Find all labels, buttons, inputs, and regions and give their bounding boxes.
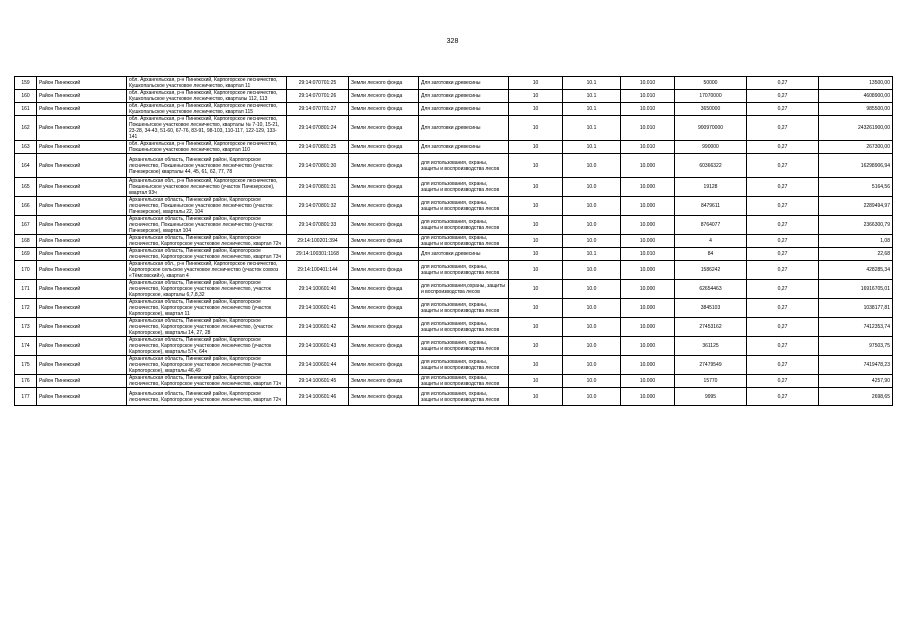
- page-number: 328: [446, 38, 459, 45]
- location-cell: Архангельская обл., р-н Пинежский, Карпогорское лесничество, Карпогорское сельское участковое лесничество (участок совхоз «Тёмсовский»), квартал 4: [127, 261, 287, 280]
- rate-cell: 0,27: [747, 197, 819, 216]
- classifier-code-cell: 10.000: [621, 235, 675, 248]
- subcode-cell: 10.1: [563, 103, 621, 116]
- classifier-code-cell: 10.010: [621, 103, 675, 116]
- permitted-use-cell: для использования, охраны, защиты и воспроизводства лесов: [419, 178, 509, 197]
- amount-cell: 5164,56: [819, 178, 893, 197]
- row-number: 170: [15, 261, 37, 280]
- amount-cell: 7412353,74: [819, 318, 893, 337]
- location-cell: обл. Архангельская, р-н Пинежский, Карпогорское лесничество, Покшеньгское участковое лесничество, кварталы № 7-10, 15-21, 23-28, 34-43, 51-60, 67-76, 83-91, 98-103, 110-117, 122-129, 133-141: [127, 116, 287, 141]
- land-category-cell: Земли лесного фонда: [349, 90, 419, 103]
- area-cell: 15770: [675, 375, 747, 388]
- land-category-cell: Земли лесного фонда: [349, 299, 419, 318]
- rate-cell: 0,27: [747, 356, 819, 375]
- rate-cell: 0,27: [747, 235, 819, 248]
- area-cell: 50000: [675, 77, 747, 90]
- location-cell: обл. Архангельская, р-н Пинежский, Карпогорское лесничество, Кушкопальское участковое лесничество, квартал 11: [127, 77, 287, 90]
- subcode-cell: 10.0: [563, 280, 621, 299]
- amount-cell: 1,08: [819, 235, 893, 248]
- table-row: [15, 103, 893, 116]
- row-number: 160: [15, 90, 37, 103]
- land-registry-table: [14, 76, 893, 406]
- classifier-code-cell: 10.010: [621, 141, 675, 154]
- subcode-cell: 10.0: [563, 337, 621, 356]
- location-cell: обл. Архангельская, р-н Пинежский, Карпогорское лесничество, Кушкопальское участковое лесничество, кварталы 112, 113: [127, 90, 287, 103]
- code-cell: 10: [509, 299, 563, 318]
- row-number: 173: [15, 318, 37, 337]
- row-number: 176: [15, 375, 37, 388]
- table-row: [15, 154, 893, 178]
- table-row: [15, 337, 893, 356]
- rate-cell: 0,27: [747, 299, 819, 318]
- district-cell: Район Пинежский: [37, 90, 127, 103]
- code-cell: 10: [509, 77, 563, 90]
- land-category-cell: Земли лесного фонда: [349, 235, 419, 248]
- area-cell: 990000: [675, 141, 747, 154]
- rate-cell: 0,27: [747, 103, 819, 116]
- amount-cell: 267300,00: [819, 141, 893, 154]
- permitted-use-cell: Для заготовки древесины: [419, 116, 509, 141]
- table-row: [15, 388, 893, 406]
- permitted-use-cell: для использования, охраны, защиты и воспроизводства лесов: [419, 356, 509, 375]
- row-number: 171: [15, 280, 37, 299]
- land-category-cell: Земли лесного фонда: [349, 375, 419, 388]
- area-cell: 27453162: [675, 318, 747, 337]
- location-cell: Архангельская область, Пинежский район, Карпогорское лесничество, Покшеньгское участковое лесничество (участок Пачезерское), квартал 104: [127, 216, 287, 235]
- code-cell: 10: [509, 197, 563, 216]
- permitted-use-cell: для использования, охраны, защиты и воспроизводства лесов: [419, 299, 509, 318]
- row-number: 165: [15, 178, 37, 197]
- table-row: [15, 116, 893, 141]
- subcode-cell: 10.1: [563, 141, 621, 154]
- district-cell: Район Пинежский: [37, 248, 127, 261]
- row-number: 177: [15, 388, 37, 406]
- table-row: [15, 178, 893, 197]
- row-number: 172: [15, 299, 37, 318]
- row-number: 169: [15, 248, 37, 261]
- area-cell: 84: [675, 248, 747, 261]
- classifier-code-cell: 10.010: [621, 116, 675, 141]
- district-cell: Район Пинежский: [37, 337, 127, 356]
- subcode-cell: 10.1: [563, 77, 621, 90]
- area-cell: 1586242: [675, 261, 747, 280]
- location-cell: обл. Архангельская, р-н Пинежский, Карпогорское лесничество, Кушкопальское участковое лесничество, квартал 115: [127, 103, 287, 116]
- permitted-use-cell: для использования, охраны, защиты и воспроизводства лесов: [419, 197, 509, 216]
- rate-cell: 0,27: [747, 216, 819, 235]
- permitted-use-cell: для использования,охраны, защиты и воспроизводства лесов: [419, 280, 509, 299]
- cadastral-number-cell: 29:14:070701:26: [287, 90, 349, 103]
- permitted-use-cell: для использования, охраны, защиты и воспроизводства лесов: [419, 261, 509, 280]
- cadastral-number-cell: 29:14:070801:24: [287, 116, 349, 141]
- location-cell: Архангельская область, Пинежский район, Карпогорское лесничество, Карпогорское участковое лесничество, квартал 73ч: [127, 248, 287, 261]
- location-cell: Архангельская область, Пинежский район, Карпогорское лесничество, Карпогорское участковое лесничество, квартал 72ч: [127, 235, 287, 248]
- permitted-use-cell: Для заготовки древесины: [419, 77, 509, 90]
- classifier-code-cell: 10.000: [621, 299, 675, 318]
- area-cell: 3845103: [675, 299, 747, 318]
- rate-cell: 0,27: [747, 90, 819, 103]
- land-category-cell: Земли лесного фонда: [349, 248, 419, 261]
- district-cell: Район Пинежский: [37, 375, 127, 388]
- cadastral-number-cell: 29:14:070801:33: [287, 216, 349, 235]
- rate-cell: 0,27: [747, 77, 819, 90]
- cadastral-number-cell: 29:14:070801:31: [287, 178, 349, 197]
- area-cell: 900970000: [675, 116, 747, 141]
- code-cell: 10: [509, 261, 563, 280]
- table-row: [15, 141, 893, 154]
- permitted-use-cell: Для заготовки древесины: [419, 141, 509, 154]
- amount-cell: 243261900,00: [819, 116, 893, 141]
- location-cell: Архангельская обл., р-н Пинежский, Карпогорское лесничество, Покшеньгское участковое лесничество (участок Пачезерское), квартал 93ч: [127, 178, 287, 197]
- permitted-use-cell: для использования, охраны, защиты и воспроизводства лесов: [419, 216, 509, 235]
- subcode-cell: 10.0: [563, 356, 621, 375]
- location-cell: Архангельская область, Пинежский район, Карпогорское лесничество, Покшеньгское участковое лесничество (участок Пачезерское), кварталы 22, 104: [127, 197, 287, 216]
- location-cell: Архангельская область, Пинежский район, Карпогорское лесничество, Карпогорское участковое лесничество, (участок Карпогорское), кварталы 14, 27, 28: [127, 318, 287, 337]
- table-row: [15, 261, 893, 280]
- area-cell: 9995: [675, 388, 747, 406]
- row-number: 161: [15, 103, 37, 116]
- classifier-code-cell: 10.000: [621, 216, 675, 235]
- land-category-cell: Земли лесного фонда: [349, 77, 419, 90]
- subcode-cell: 10.0: [563, 178, 621, 197]
- land-category-cell: Земли лесного фонда: [349, 261, 419, 280]
- rate-cell: 0,27: [747, 248, 819, 261]
- table-row: [15, 356, 893, 375]
- area-cell: 8479611: [675, 197, 747, 216]
- location-cell: Архангельская область, Пинежский район, Карпогорское лесничество, Карпогорское участковое лесничество, квартал 71ч: [127, 375, 287, 388]
- amount-cell: 985500,00: [819, 103, 893, 116]
- area-cell: 19128: [675, 178, 747, 197]
- location-cell: Архангельская область, Пинежский район, Карпогорское лесничество, Покшеньгское участковое лесничество (участок Пачезерское) кварталы 44, 45, 61, 62, 77, 78: [127, 154, 287, 178]
- district-cell: Район Пинежский: [37, 197, 127, 216]
- subcode-cell: 10.0: [563, 388, 621, 406]
- amount-cell: 428285,34: [819, 261, 893, 280]
- rate-cell: 0,27: [747, 141, 819, 154]
- permitted-use-cell: для использования, охраны, защиты и воспроизводства лесов: [419, 154, 509, 178]
- subcode-cell: 10.0: [563, 235, 621, 248]
- code-cell: 10: [509, 280, 563, 299]
- land-category-cell: Земли лесного фонда: [349, 154, 419, 178]
- row-number: 167: [15, 216, 37, 235]
- cadastral-number-cell: 29:14:070801:25: [287, 141, 349, 154]
- table-body: [15, 77, 893, 406]
- district-cell: Район Пинежский: [37, 318, 127, 337]
- rate-cell: 0,27: [747, 337, 819, 356]
- cadastral-number-cell: 29:14:070801:32: [287, 197, 349, 216]
- code-cell: 10: [509, 216, 563, 235]
- table-row: [15, 216, 893, 235]
- code-cell: 10: [509, 90, 563, 103]
- classifier-code-cell: 10.000: [621, 337, 675, 356]
- district-cell: Район Пинежский: [37, 116, 127, 141]
- area-cell: 17070000: [675, 90, 747, 103]
- area-cell: 3650000: [675, 103, 747, 116]
- amount-cell: 13500,00: [819, 77, 893, 90]
- row-number: 166: [15, 197, 37, 216]
- location-cell: Архангельская область, Пинежский район, Карпогорское лесничество, Карпогорское участковое лесничество (участок Карпогорское), квартал 11: [127, 299, 287, 318]
- cadastral-number-cell: 29:14:100301:1168: [287, 248, 349, 261]
- amount-cell: 97503,75: [819, 337, 893, 356]
- area-cell: 27479549: [675, 356, 747, 375]
- row-number: 159: [15, 77, 37, 90]
- subcode-cell: 10.1: [563, 248, 621, 261]
- district-cell: Район Пинежский: [37, 216, 127, 235]
- cadastral-number-cell: 29:14:070701:25: [287, 77, 349, 90]
- amount-cell: 2698,65: [819, 388, 893, 406]
- cadastral-number-cell: 29:14:100601:40: [287, 280, 349, 299]
- amount-cell: 2289494,97: [819, 197, 893, 216]
- subcode-cell: 10.0: [563, 299, 621, 318]
- row-number: 175: [15, 356, 37, 375]
- district-cell: Район Пинежский: [37, 388, 127, 406]
- classifier-code-cell: 10.010: [621, 77, 675, 90]
- area-cell: 60366322: [675, 154, 747, 178]
- land-category-cell: Земли лесного фонда: [349, 216, 419, 235]
- location-cell: Архангельская область, Пинежский район, Карпогорское лесничество, Карпогорское участковое лесничество, участок Карпогорское, кварталы 6,7,8,32: [127, 280, 287, 299]
- land-category-cell: Земли лесного фонда: [349, 337, 419, 356]
- permitted-use-cell: для использования, охраны, защиты и воспроизводства лесов: [419, 388, 509, 406]
- row-number: 168: [15, 235, 37, 248]
- row-number: 162: [15, 116, 37, 141]
- area-cell: 8764077: [675, 216, 747, 235]
- table-row: [15, 375, 893, 388]
- table-row: [15, 280, 893, 299]
- land-category-cell: Земли лесного фонда: [349, 356, 419, 375]
- rate-cell: 0,27: [747, 388, 819, 406]
- area-cell: 62654463: [675, 280, 747, 299]
- classifier-code-cell: 10.000: [621, 261, 675, 280]
- land-category-cell: Земли лесного фонда: [349, 197, 419, 216]
- code-cell: 10: [509, 154, 563, 178]
- district-cell: Район Пинежский: [37, 154, 127, 178]
- rate-cell: 0,27: [747, 154, 819, 178]
- code-cell: 10: [509, 388, 563, 406]
- code-cell: 10: [509, 235, 563, 248]
- cadastral-number-cell: 29:14:100201:394: [287, 235, 349, 248]
- code-cell: 10: [509, 178, 563, 197]
- cadastral-number-cell: 29:14:100601:46: [287, 388, 349, 406]
- subcode-cell: 10.0: [563, 375, 621, 388]
- table-row: [15, 90, 893, 103]
- district-cell: Район Пинежский: [37, 299, 127, 318]
- amount-cell: 2366300,79: [819, 216, 893, 235]
- amount-cell: 7419478,23: [819, 356, 893, 375]
- district-cell: Район Пинежский: [37, 141, 127, 154]
- classifier-code-cell: 10.000: [621, 388, 675, 406]
- code-cell: 10: [509, 375, 563, 388]
- table-row: [15, 318, 893, 337]
- district-cell: Район Пинежский: [37, 235, 127, 248]
- rate-cell: 0,27: [747, 375, 819, 388]
- classifier-code-cell: 10.000: [621, 318, 675, 337]
- table-row: [15, 248, 893, 261]
- amount-cell: 4257,90: [819, 375, 893, 388]
- table-row: [15, 77, 893, 90]
- amount-cell: 22,68: [819, 248, 893, 261]
- permitted-use-cell: Для заготовки древесины: [419, 248, 509, 261]
- land-category-cell: Земли лесного фонда: [349, 318, 419, 337]
- location-cell: обл. Архангельская, р-н Пинежский, Карпогорское лесничество, Покшеньгское участковое лесничество, квартал 110: [127, 141, 287, 154]
- district-cell: Район Пинежский: [37, 178, 127, 197]
- rate-cell: 0,27: [747, 280, 819, 299]
- district-cell: Район Пинежский: [37, 356, 127, 375]
- land-category-cell: Земли лесного фонда: [349, 388, 419, 406]
- code-cell: 10: [509, 356, 563, 375]
- cadastral-number-cell: 29:14:100401:144: [287, 261, 349, 280]
- rate-cell: 0,27: [747, 261, 819, 280]
- location-cell: Архангельская область, Пинежский район, Карпогорское лесничество, Карпогорское участковое лесничество, квартал 72ч: [127, 388, 287, 406]
- rate-cell: 0,27: [747, 178, 819, 197]
- cadastral-number-cell: 29:14:100601:45: [287, 375, 349, 388]
- classifier-code-cell: 10.000: [621, 375, 675, 388]
- classifier-code-cell: 10.000: [621, 280, 675, 299]
- amount-cell: 16298906,94: [819, 154, 893, 178]
- classifier-code-cell: 10.000: [621, 356, 675, 375]
- code-cell: 10: [509, 116, 563, 141]
- land-category-cell: Земли лесного фонда: [349, 178, 419, 197]
- cadastral-number-cell: 29:14:100601:42: [287, 318, 349, 337]
- table-row: [15, 197, 893, 216]
- permitted-use-cell: Для заготовки древесины: [419, 103, 509, 116]
- classifier-code-cell: 10.000: [621, 178, 675, 197]
- subcode-cell: 10.0: [563, 318, 621, 337]
- cadastral-number-cell: 29:14:070801:30: [287, 154, 349, 178]
- district-cell: Район Пинежский: [37, 103, 127, 116]
- cadastral-number-cell: 29:14:100601:43: [287, 337, 349, 356]
- district-cell: Район Пинежский: [37, 77, 127, 90]
- code-cell: 10: [509, 337, 563, 356]
- cadastral-number-cell: 29:14:100601:44: [287, 356, 349, 375]
- code-cell: 10: [509, 141, 563, 154]
- cadastral-number-cell: 29:14:100601:41: [287, 299, 349, 318]
- amount-cell: 4608900,00: [819, 90, 893, 103]
- area-cell: 4: [675, 235, 747, 248]
- classifier-code-cell: 10.010: [621, 248, 675, 261]
- row-number: 174: [15, 337, 37, 356]
- subcode-cell: 10.0: [563, 216, 621, 235]
- permitted-use-cell: для использования, охраны, защиты и воспроизводства лесов: [419, 375, 509, 388]
- classifier-code-cell: 10.000: [621, 197, 675, 216]
- amount-cell: 1038177,81: [819, 299, 893, 318]
- subcode-cell: 10.1: [563, 90, 621, 103]
- classifier-code-cell: 10.000: [621, 154, 675, 178]
- code-cell: 10: [509, 248, 563, 261]
- table-row: [15, 235, 893, 248]
- permitted-use-cell: для использования, охраны, защиты и воспроизводства лесов: [419, 337, 509, 356]
- land-category-cell: Земли лесного фонда: [349, 280, 419, 299]
- land-category-cell: Земли лесного фонда: [349, 141, 419, 154]
- subcode-cell: 10.0: [563, 154, 621, 178]
- classifier-code-cell: 10.010: [621, 90, 675, 103]
- code-cell: 10: [509, 318, 563, 337]
- row-number: 164: [15, 154, 37, 178]
- rate-cell: 0,27: [747, 116, 819, 141]
- subcode-cell: 10.0: [563, 197, 621, 216]
- subcode-cell: 10.0: [563, 261, 621, 280]
- code-cell: 10: [509, 103, 563, 116]
- permitted-use-cell: Для заготовки древесины: [419, 90, 509, 103]
- subcode-cell: 10.1: [563, 116, 621, 141]
- district-cell: Район Пинежский: [37, 280, 127, 299]
- permitted-use-cell: для использования, охраны, защиты и воспроизводства лесов: [419, 318, 509, 337]
- amount-cell: 16916705,01: [819, 280, 893, 299]
- cadastral-number-cell: 29:14:070701:27: [287, 103, 349, 116]
- land-category-cell: Земли лесного фонда: [349, 103, 419, 116]
- district-cell: Район Пинежский: [37, 261, 127, 280]
- land-category-cell: Земли лесного фонда: [349, 116, 419, 141]
- row-number: 163: [15, 141, 37, 154]
- rate-cell: 0,27: [747, 318, 819, 337]
- location-cell: Архангельская область, Пинежский район, Карпогорское лесничество, Карпогорское участковое лесничество (участок Карпогорское), кварталы 57ч, 64ч: [127, 337, 287, 356]
- location-cell: Архангельская область, Пинежский район, Карпогорское лесничество, Карпогорское участковое лесничество (участок Карпогорское), кварталы 46,49: [127, 356, 287, 375]
- area-cell: 361125: [675, 337, 747, 356]
- permitted-use-cell: для использования, охраны, защиты и воспроизводства лесов: [419, 235, 509, 248]
- table-row: [15, 299, 893, 318]
